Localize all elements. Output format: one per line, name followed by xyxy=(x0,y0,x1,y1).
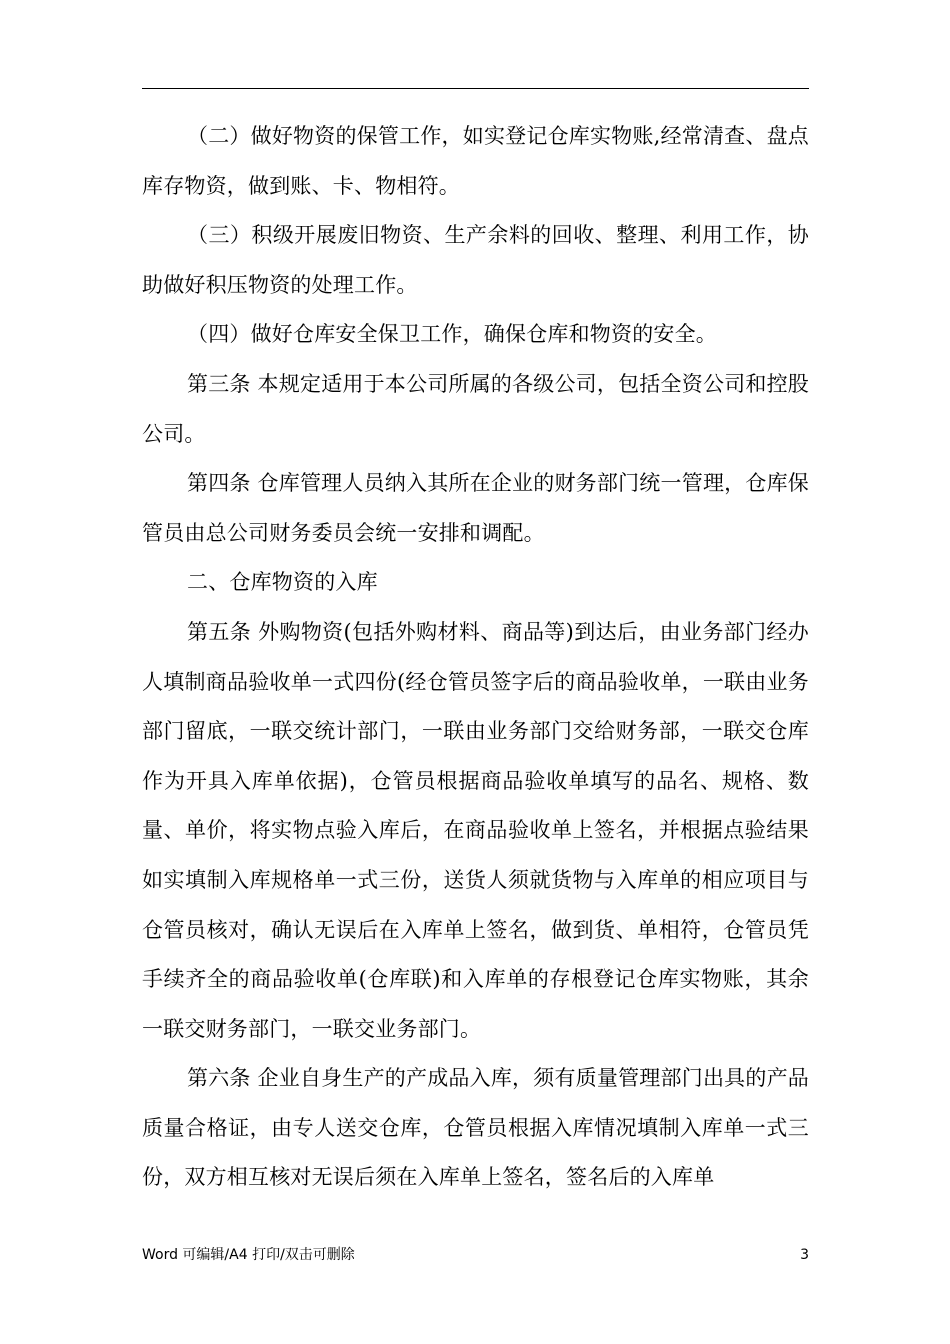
header-rule xyxy=(142,88,809,89)
paragraph-article-4: 第四条 仓库管理人员纳入其所在企业的财务部门统一管理，仓库保管员由总公司财务委员会统一安排和调配。 xyxy=(142,471,809,545)
paragraph-article-5: 第五条 外购物资(包括外购材料、商品等)到达后，由业务部门经办人填制商品验收单一式四份(经仓管员签字后的商品验收单，一联由业务部门留底，一联交统计部门，一联由业务部门交给财务部，一联交仓库作为开具入库单依据)，仓管员根据商品验收单填写的品名、规格、数量、单价，将实物点验入库后，在商品验收单上签名，并根据点验结果如实填制入库规格单一式三份，送货人须就货物与入库单的相应项目与仓管员核对，确认无误后在入库单上签名，做到货、单相符，仓管员凭手续齐全的商品验收单(仓库联)和入库单的存根登记仓库实物账，其余一联交财务部门，一联交业务部门。 xyxy=(142,619,809,1041)
paragraph-item-4-security: （四）做好仓库安全保卫工作，确保仓库和物资的安全。 xyxy=(187,322,717,347)
section-heading-inbound: 二、仓库物资的入库 xyxy=(187,570,378,595)
paragraph-article-6: 第六条 企业自身生产的产成品入库，须有质量管理部门出具的产品质量合格证，由专人送交仓库，仓管员根据入库情况填制入库单一式三份，双方相互核对无误后须在入库单上签名，签名后的入库单 xyxy=(142,1066,809,1190)
document-body xyxy=(142,112,809,1203)
footer-note: Word 可编辑/A4 打印/双击可删除 xyxy=(142,1247,355,1263)
paragraph-item-3-recycling: （三）积级开展废旧物资、生产余料的回收、整理、利用工作，协助做好积压物资的处理工作。 xyxy=(142,223,809,297)
paragraph-item-2-custody: （二）做好物资的保管工作，如实登记仓库实物账,经常清查、盘点库存物资，做到账、卡、物相符。 xyxy=(142,124,809,198)
page-number: 3 xyxy=(800,1247,809,1263)
paragraph-article-3: 第三条 本规定适用于本公司所属的各级公司，包括全资公司和控股公司。 xyxy=(142,371,809,446)
